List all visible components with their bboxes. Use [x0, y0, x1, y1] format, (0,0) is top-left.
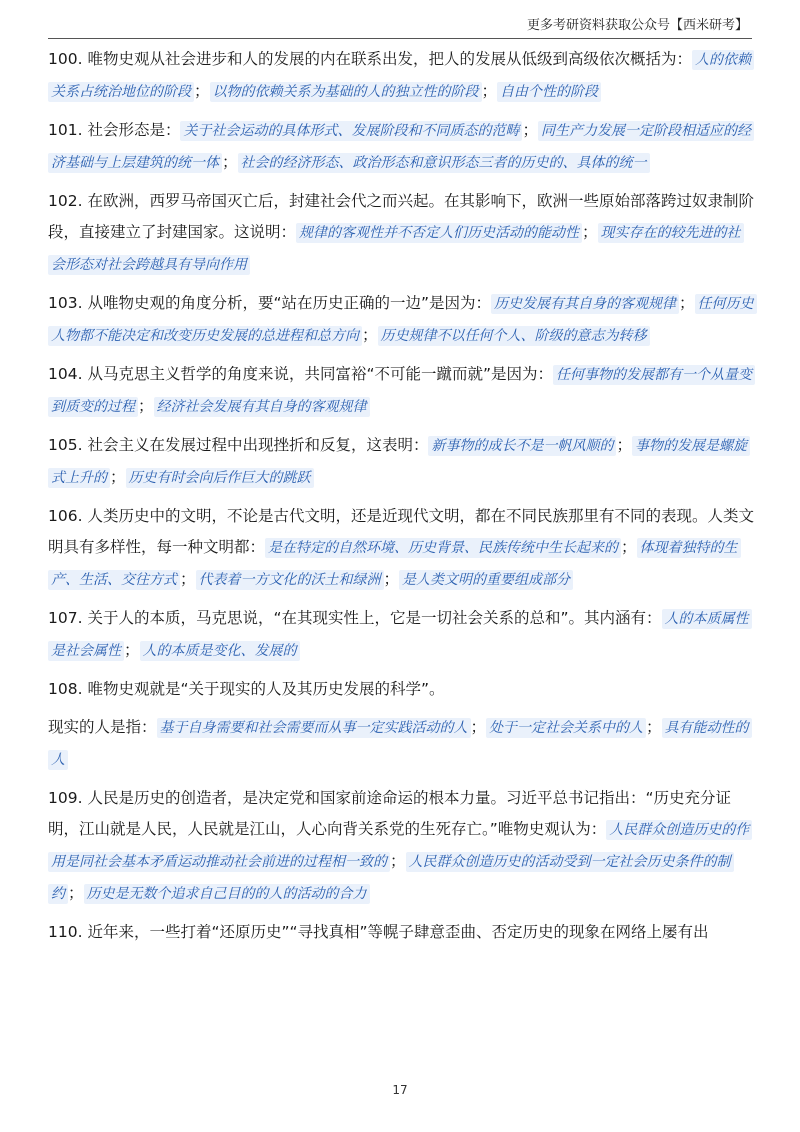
question-list: [48, 44, 754, 955]
answer-highlight: 体现着独特的生产、生活、交往方式: [48, 538, 741, 590]
answer-highlight: 同生产力发展一定阶段相适应的经济基础与上层建筑的统一体: [48, 121, 754, 173]
answer-separator: ；: [582, 223, 598, 241]
answer-highlight: 任何历史人物都不能决定和改变历史发展的总进程和总方向: [48, 294, 757, 346]
answer-separator: ；: [522, 121, 538, 139]
answer-highlight: 规律的客观性并不否定人们历史活动的能动性: [296, 223, 582, 243]
answer-separator: ；: [110, 468, 126, 486]
answer-highlight: 历史是无数个追求自己目的的人的活动的合力: [84, 884, 370, 904]
question-110: [48, 917, 754, 948]
answer-highlight: 现实存在的较先进的社会形态对社会跨越具有导向作用: [48, 223, 744, 275]
answer-highlight: 历史有时会向后作巨大的跳跃: [126, 468, 314, 488]
question-104: [48, 359, 754, 423]
answer-highlight: 历史发展有其自身的客观规律: [491, 294, 679, 314]
answer-highlight: 人的本质是变化、发展的: [140, 641, 300, 661]
answer-highlight: 具有能动性的人: [48, 718, 752, 770]
question-prompt: 101. 社会形态是：: [48, 121, 181, 139]
answer-separator: ；: [470, 718, 487, 736]
question-prompt: 104. 从马克思主义哲学的角度来说，共同富裕“不可能一蹴而就”是因为：: [48, 365, 554, 383]
answer-separator: ；: [222, 153, 238, 171]
question-prompt: 103. 从唯物史观的角度分析，要“站在历史正确的一边”是因为：: [48, 294, 492, 312]
answer-highlight: 以物的依赖关系为基础的人的独立性的阶段: [210, 82, 482, 102]
answer-highlight: 新事物的成长不是一帆风顺的: [428, 436, 616, 456]
question-105: [48, 430, 754, 494]
answer-separator: ；: [679, 294, 695, 312]
question-prompt: 102. 在欧洲，西罗马帝国灭亡后，封建社会代之而兴起。在其影响下，欧洲一些原始部落跨过奴隶制阶段，直接建立了封建国家。这说明：: [48, 192, 754, 241]
answer-highlight: 是在特定的自然环境、历史背景、民族传统中生长起来的: [265, 538, 621, 558]
answer-highlight: 基于自身需要和社会需要而从事一定实践活动的人: [157, 718, 471, 738]
question-prompt: 106. 人类历史中的文明，不论是古代文明，还是近现代文明，都在不同民族那里有不同的表现。人类文明具有多样性，每一种文明都：: [48, 507, 754, 556]
page-number: 17: [392, 1083, 408, 1097]
answer-highlight: 历史规律不以任何个人、阶级的意志为转移: [378, 326, 650, 346]
answer-highlight: 人的依赖关系占统治地位的阶段: [48, 50, 754, 102]
question-100: [48, 44, 754, 108]
answer-highlight: 是人类文明的重要组成部分: [399, 570, 573, 590]
question-107: [48, 603, 754, 667]
answer-highlight: 自由个性的阶段: [497, 82, 601, 102]
answer-highlight: 事物的发展是螺旋式上升的: [48, 436, 750, 488]
question-prompt: 100. 唯物史观从社会进步和人的发展的内在联系出发，把人的发展从低级到高级依次概括为：: [48, 50, 692, 68]
answer-separator: ；: [481, 82, 498, 100]
question-108b: [48, 712, 754, 776]
question-109: [48, 783, 754, 910]
question-102: [48, 186, 754, 281]
answer-highlight: 关于社会运动的具体形式、发展阶段和不同质态的范畴: [180, 121, 522, 141]
question-prompt: 现实的人是指：: [48, 718, 157, 736]
header-source-text: 更多考研资料获取公众号【西米研考】: [526, 18, 748, 33]
answer-separator: ；: [646, 718, 662, 736]
question-101: [48, 115, 754, 179]
header-divider: [48, 38, 752, 39]
question-108: [48, 674, 754, 705]
answer-separator: ；: [390, 852, 406, 870]
answer-separator: ；: [180, 570, 196, 588]
question-prompt: 107. 关于人的本质，马克思说，“在其现实性上，它是一切社会关系的总和”。其内涵有：: [48, 609, 662, 627]
answer-highlight: 经济社会发展有其自身的客观规律: [154, 397, 370, 417]
question-106: [48, 501, 754, 596]
question-prompt: 105. 社会主义在发展过程中出现挫折和反复，这表明：: [48, 436, 429, 454]
question-prompt: 110. 近年来，一些打着“还原历史”“寻找真相”等幌子肆意歪曲、否定历史的现象在网络上屡有出: [48, 923, 709, 941]
answer-highlight: 人民群众创造历史的活动受到一定社会历史条件的制约: [48, 852, 734, 904]
answer-separator: ；: [68, 884, 84, 902]
question-103: [48, 288, 754, 352]
answer-highlight: 处于一定社会关系中的人: [486, 718, 646, 738]
answer-separator: ；: [616, 436, 632, 454]
answer-separator: ；: [124, 641, 140, 659]
answer-separator: ；: [194, 82, 210, 100]
answer-highlight: 人的本质属性是社会属性: [48, 609, 752, 661]
question-prompt: 108. 唯物史观就是“关于现实的人及其历史发展的科学”。: [48, 680, 445, 698]
answer-highlight: 任何事物的发展都有一个从量变到质变的过程: [48, 365, 755, 417]
answer-highlight: 人民群众创造历史的作用是同社会基本矛盾运动推动社会前进的过程相一致的: [48, 820, 752, 872]
answer-separator: ；: [362, 326, 378, 344]
answer-highlight: 代表着一方文化的沃土和绿洲: [196, 570, 384, 590]
answer-separator: ；: [383, 570, 400, 588]
question-prompt: 109. 人民是历史的创造者，是决定党和国家前途命运的根本力量。习近平总书记指出：“历史充分证明，江山就是人民，人民就是江山，人心向背关系党的生死存亡。”唯物史观认为：: [48, 789, 731, 838]
answer-highlight: 社会的经济形态、政治形态和意识形态三者的历史的、具体的统一: [238, 153, 650, 173]
answer-separator: ；: [138, 397, 154, 415]
answer-separator: ；: [621, 538, 637, 556]
